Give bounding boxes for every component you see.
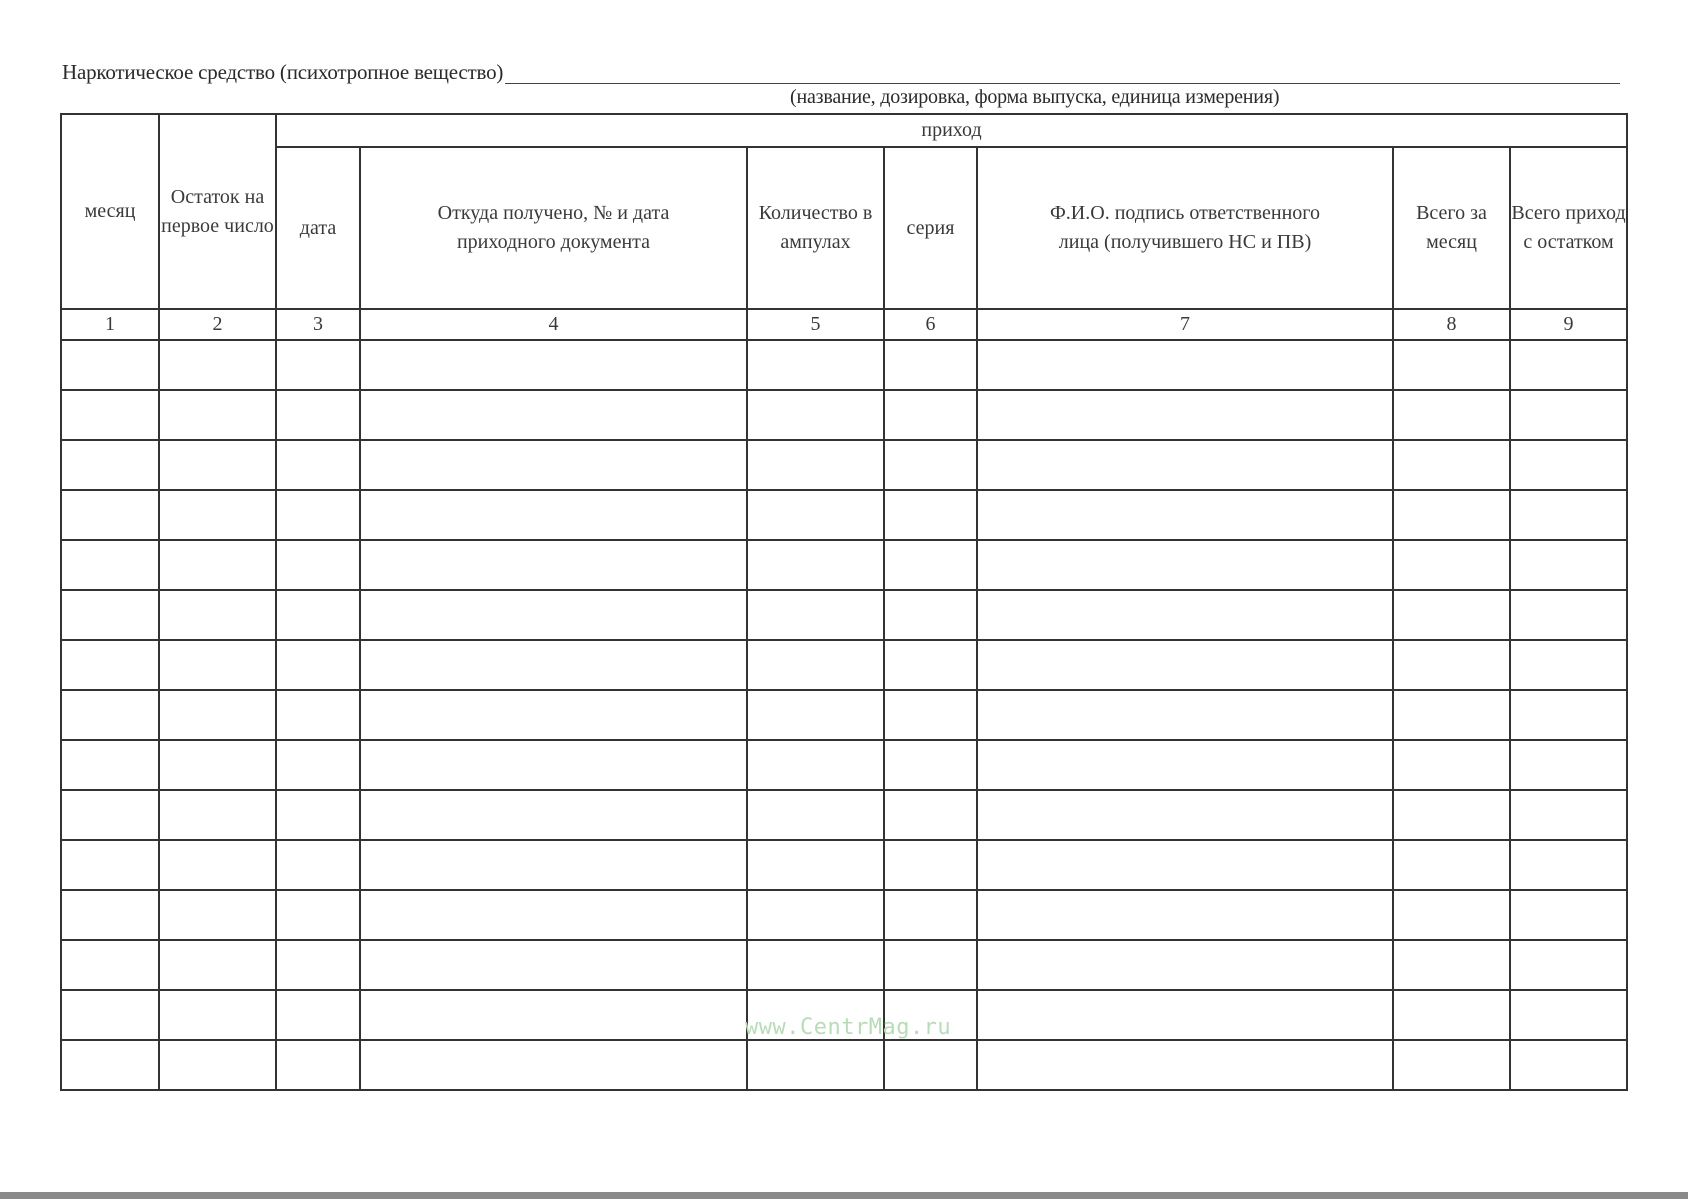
entry-cell[interactable]: [61, 840, 159, 890]
header-opening-balance: Остаток на первое число: [159, 114, 276, 309]
header-responsible-person: Ф.И.О. подпись ответственного лица (получившего НС и ПВ): [977, 147, 1393, 309]
table-row: [61, 390, 1627, 440]
entry-cell[interactable]: [1393, 540, 1510, 590]
entry-cell[interactable]: [61, 940, 159, 990]
entry-cell[interactable]: [61, 340, 159, 390]
entry-cell[interactable]: [159, 540, 276, 590]
entry-cell[interactable]: [276, 340, 360, 390]
entry-cell[interactable]: [747, 690, 884, 740]
column-number: 8: [1393, 309, 1510, 340]
entry-cell[interactable]: [1393, 690, 1510, 740]
entry-cell[interactable]: [977, 440, 1393, 490]
entry-cell[interactable]: [159, 890, 276, 940]
watermark: www.CentrMag.ru: [745, 1015, 952, 1040]
table-row: [61, 340, 1627, 390]
entry-cell[interactable]: [977, 890, 1393, 940]
entry-cell[interactable]: [360, 640, 747, 690]
table-row: [61, 890, 1627, 940]
entry-cell[interactable]: [1510, 690, 1627, 740]
entry-cell[interactable]: [159, 490, 276, 540]
entry-cell[interactable]: [977, 390, 1393, 440]
entry-cell[interactable]: [977, 640, 1393, 690]
table-row: [61, 1040, 1627, 1090]
entry-cell[interactable]: [1393, 840, 1510, 890]
entry-cell[interactable]: [747, 340, 884, 390]
column-numbers-row: [61, 309, 1627, 340]
entry-cell[interactable]: [747, 940, 884, 990]
entry-cell[interactable]: [61, 590, 159, 640]
entry-cell[interactable]: [1510, 490, 1627, 540]
entry-cell[interactable]: [1393, 340, 1510, 390]
column-number: 4: [360, 309, 747, 340]
entry-cell[interactable]: [276, 940, 360, 990]
header-month-total: Всего за месяц: [1393, 147, 1510, 309]
income-ledger-table: [60, 113, 1628, 1091]
entry-cell[interactable]: [159, 340, 276, 390]
entry-cell[interactable]: [1510, 540, 1627, 590]
entry-cell[interactable]: [1393, 1040, 1510, 1090]
entry-cell[interactable]: [159, 740, 276, 790]
header-date: дата: [276, 147, 360, 309]
entry-cell[interactable]: [360, 540, 747, 590]
table-row: [61, 790, 1627, 840]
entry-cell[interactable]: [747, 790, 884, 840]
entry-cell[interactable]: [884, 590, 977, 640]
table-row: [61, 490, 1627, 540]
substance-label: Наркотическое средство (психотропное вещество): [62, 60, 504, 84]
entry-cell[interactable]: [747, 390, 884, 440]
entry-cell[interactable]: [977, 340, 1393, 390]
entry-cell[interactable]: [884, 440, 977, 490]
entry-cell[interactable]: [747, 890, 884, 940]
entry-cell[interactable]: [61, 890, 159, 940]
table-row: [61, 540, 1627, 590]
column-number: 7: [977, 309, 1393, 340]
entry-cell[interactable]: [276, 840, 360, 890]
entry-cell[interactable]: [360, 490, 747, 540]
entry-cell[interactable]: [747, 590, 884, 640]
entry-cell[interactable]: [159, 790, 276, 840]
entry-cell[interactable]: [747, 440, 884, 490]
entry-cell[interactable]: [159, 690, 276, 740]
entry-cell[interactable]: [360, 890, 747, 940]
entry-cell[interactable]: [884, 940, 977, 990]
entry-cell[interactable]: [159, 940, 276, 990]
entry-cell[interactable]: [61, 540, 159, 590]
entry-cell[interactable]: [360, 390, 747, 440]
entry-cell[interactable]: [1510, 890, 1627, 940]
entry-cell[interactable]: [1510, 740, 1627, 790]
entry-cell[interactable]: [1393, 640, 1510, 690]
column-number: 3: [276, 309, 360, 340]
entry-cell[interactable]: [1510, 790, 1627, 840]
entry-cell[interactable]: [276, 890, 360, 940]
entry-cell[interactable]: [1393, 390, 1510, 440]
entry-cell[interactable]: [884, 1040, 977, 1090]
entry-cell[interactable]: [1393, 790, 1510, 840]
entry-cell[interactable]: [276, 540, 360, 590]
entry-cell[interactable]: [276, 740, 360, 790]
entry-cell[interactable]: [977, 940, 1393, 990]
entry-cell[interactable]: [276, 590, 360, 640]
entry-cell[interactable]: [360, 740, 747, 790]
entry-cell[interactable]: [884, 340, 977, 390]
table-row: [61, 590, 1627, 640]
entry-cell[interactable]: [1393, 890, 1510, 940]
entry-cell[interactable]: [977, 540, 1393, 590]
table-row: [61, 440, 1627, 490]
entry-cell[interactable]: [977, 990, 1393, 1040]
entry-cell[interactable]: [61, 990, 159, 1040]
table-row: [61, 640, 1627, 690]
entry-cell[interactable]: [977, 840, 1393, 890]
entry-cell[interactable]: [61, 490, 159, 540]
header-income-group: приход: [276, 114, 1627, 147]
entry-cell[interactable]: [276, 990, 360, 1040]
entry-cell[interactable]: [884, 390, 977, 440]
column-number: 5: [747, 309, 884, 340]
entry-cell[interactable]: [159, 1040, 276, 1090]
header-series: серия: [884, 147, 977, 309]
entry-cell[interactable]: [360, 840, 747, 890]
entry-cell[interactable]: [276, 790, 360, 840]
entry-cell[interactable]: [360, 940, 747, 990]
entry-cell[interactable]: [884, 490, 977, 540]
entry-cell[interactable]: [977, 740, 1393, 790]
column-number: 6: [884, 309, 977, 340]
entry-cell[interactable]: [884, 740, 977, 790]
entry-cell[interactable]: [61, 1040, 159, 1090]
entry-cell[interactable]: [1510, 590, 1627, 640]
entry-cell[interactable]: [1393, 940, 1510, 990]
entry-cell[interactable]: [159, 440, 276, 490]
entry-cell[interactable]: [276, 1040, 360, 1090]
entry-cell[interactable]: [977, 790, 1393, 840]
header-quantity-ampoules: Количество в ампулах: [747, 147, 884, 309]
entry-cell[interactable]: [884, 790, 977, 840]
header-source-document: Откуда получено, № и дата приходного документа: [360, 147, 747, 309]
entry-cell[interactable]: [884, 690, 977, 740]
entry-cell[interactable]: [276, 490, 360, 540]
entry-cell[interactable]: [1510, 990, 1627, 1040]
entry-cell[interactable]: [1510, 1040, 1627, 1090]
entry-cell[interactable]: [61, 690, 159, 740]
entry-cell[interactable]: [61, 790, 159, 840]
entry-cell[interactable]: [360, 340, 747, 390]
entry-cell[interactable]: [884, 840, 977, 890]
entry-cell[interactable]: [747, 540, 884, 590]
entry-cell[interactable]: [360, 790, 747, 840]
entry-cell[interactable]: [61, 640, 159, 690]
entry-cell[interactable]: [747, 1040, 884, 1090]
entry-cell[interactable]: [884, 640, 977, 690]
entry-cell[interactable]: [159, 640, 276, 690]
entry-cell[interactable]: [1393, 990, 1510, 1040]
entry-cell[interactable]: [276, 440, 360, 490]
entry-cell[interactable]: [360, 590, 747, 640]
entry-cell[interactable]: [159, 590, 276, 640]
entry-cell[interactable]: [1393, 590, 1510, 640]
entry-cell[interactable]: [276, 390, 360, 440]
entry-cell[interactable]: [747, 840, 884, 890]
entry-cell[interactable]: [747, 640, 884, 690]
entry-cell[interactable]: [159, 990, 276, 1040]
entry-cell[interactable]: [1510, 390, 1627, 440]
entry-cell[interactable]: [1510, 840, 1627, 890]
entry-cell[interactable]: [360, 990, 747, 1040]
entry-cell[interactable]: [977, 590, 1393, 640]
entry-cell[interactable]: [276, 640, 360, 690]
entry-cell[interactable]: [747, 740, 884, 790]
entry-cell[interactable]: [61, 440, 159, 490]
entry-cell[interactable]: [977, 1040, 1393, 1090]
header-total-with-balance: Всего приход с остатком: [1510, 147, 1627, 309]
entry-cell[interactable]: [977, 690, 1393, 740]
table-row: [61, 840, 1627, 890]
entry-cell[interactable]: [61, 390, 159, 440]
entry-cell[interactable]: [884, 890, 977, 940]
substance-fill-line[interactable]: [505, 61, 1620, 84]
substance-hint: (название, дозировка, форма выпуска, единица измерения): [790, 86, 1280, 108]
entry-cell[interactable]: [159, 390, 276, 440]
entry-cell[interactable]: [276, 690, 360, 740]
substance-line: [62, 56, 1620, 84]
entry-cell[interactable]: [360, 440, 747, 490]
entry-cell[interactable]: [1393, 740, 1510, 790]
entry-cell[interactable]: [1510, 940, 1627, 990]
entry-cell[interactable]: [360, 690, 747, 740]
table-row: [61, 940, 1627, 990]
entry-cell[interactable]: [61, 740, 159, 790]
column-number: 9: [1510, 309, 1627, 340]
bottom-edge-bar: [0, 1192, 1688, 1199]
entry-cell[interactable]: [1393, 440, 1510, 490]
table-row: [61, 740, 1627, 790]
column-number: 1: [61, 309, 159, 340]
entry-cell[interactable]: [1510, 340, 1627, 390]
entry-cell[interactable]: [1510, 640, 1627, 690]
column-number: 2: [159, 309, 276, 340]
entry-cell[interactable]: [747, 490, 884, 540]
entry-cell[interactable]: [159, 840, 276, 890]
entry-cell[interactable]: [977, 490, 1393, 540]
entry-cell[interactable]: [1393, 490, 1510, 540]
table-row: [61, 690, 1627, 740]
header-month: месяц: [61, 114, 159, 309]
entry-cell[interactable]: [884, 540, 977, 590]
entry-cell[interactable]: [1510, 440, 1627, 490]
entry-cell[interactable]: [360, 1040, 747, 1090]
